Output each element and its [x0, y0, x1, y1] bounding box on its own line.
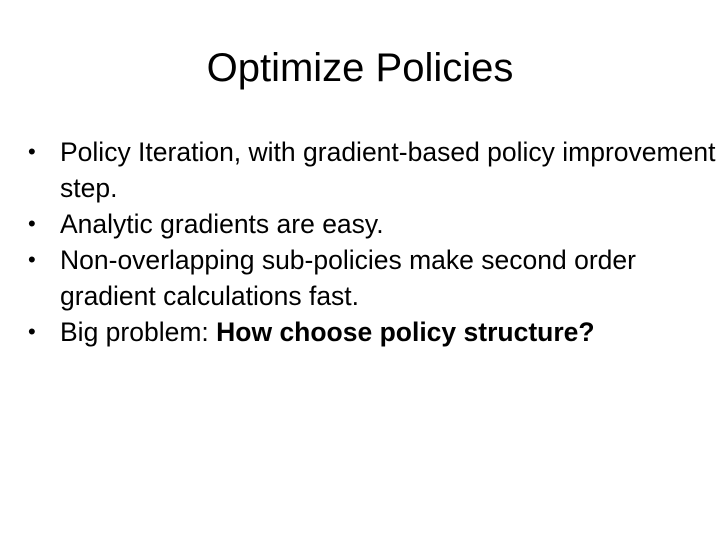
bullet-list — [28, 134, 718, 350]
bullet-item — [28, 134, 718, 206]
bullet-text: Policy Iteration, with gradient-based policy improvement step. — [60, 137, 716, 203]
bullet-icon: • — [28, 319, 36, 344]
bullet-item — [28, 314, 718, 350]
bullet-icon: • — [28, 211, 36, 236]
bullet-item — [28, 206, 718, 242]
bullet-text: Non-overlapping sub-policies make second order gradient calculations fast. — [60, 245, 636, 311]
bullet-text-prefix: Big problem: — [60, 317, 217, 347]
slide-title: Optimize Policies — [206, 46, 514, 90]
bullet-text-emphasis: How choose policy structure? — [216, 317, 595, 347]
bullet-icon: • — [28, 139, 36, 164]
bullet-item — [28, 242, 718, 314]
bullet-text: Analytic gradients are easy. — [60, 209, 384, 239]
bullet-icon: • — [28, 247, 36, 272]
